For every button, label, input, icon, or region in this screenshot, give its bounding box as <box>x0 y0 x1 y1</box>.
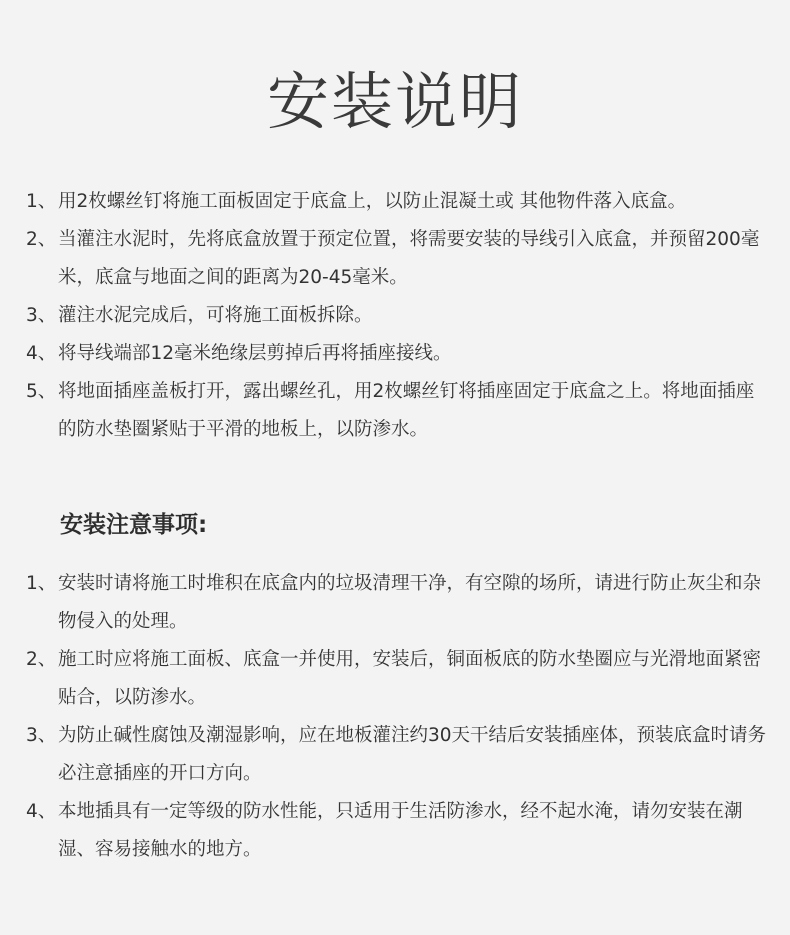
note-text: 为防止碱性腐蚀及潮湿影响，应在地板灌注约30天干结后安装插座体，预装底盒时请务必注意插座的开口方向。 <box>58 725 767 784</box>
step-text: 当灌注水泥时，先将底盒放置于预定位置，将需要安装的导线引入底盒，并预留200毫米，底盒与地面之间的距离为20-45毫米。 <box>58 229 760 288</box>
note-3 <box>26 717 770 793</box>
note-text: 安装时请将施工时堆积在底盒内的垃圾清理干净，有空隙的场所，请进行防止灰尘和杂物侵入的处理。 <box>58 573 762 632</box>
note-text: 施工时应将施工面板、底盒一并使用，安装后，铜面板底的防水垫圈应与光滑地面紧密贴合，以防渗水。 <box>58 649 762 708</box>
step-number: 3、 <box>26 305 57 326</box>
note-2 <box>26 641 770 717</box>
install-step-1 <box>26 183 770 221</box>
step-text: 灌注水泥完成后，可将施工面板拆除。 <box>58 305 373 326</box>
step-number: 5、 <box>26 381 57 402</box>
step-number: 1、 <box>26 191 57 212</box>
note-number: 3、 <box>26 725 57 746</box>
install-step-4 <box>26 335 770 373</box>
notes-list <box>26 565 770 869</box>
note-number: 4、 <box>26 801 57 822</box>
note-number: 1、 <box>26 573 57 594</box>
install-step-5 <box>26 373 770 449</box>
notes-heading: 安装注意事项: <box>60 512 208 538</box>
step-text: 将地面插座盖板打开，露出螺丝孔，用2枚螺丝钉将插座固定于底盒之上。将地面插座的防水垫圈紧贴于平滑的地板上，以防渗水。 <box>58 381 755 440</box>
step-number: 4、 <box>26 343 57 364</box>
step-text: 用2枚螺丝钉将施工面板固定于底盒上，以防止混凝土或 其他物件落入底盒。 <box>58 191 687 212</box>
note-text: 本地插具有一定等级的防水性能，只适用于生活防渗水，经不起水淹，请勿安装在潮湿、容易接触水的地方。 <box>58 801 743 860</box>
note-number: 2、 <box>26 649 57 670</box>
note-1 <box>26 565 770 641</box>
step-number: 2、 <box>26 229 57 250</box>
install-steps-list <box>26 183 770 449</box>
note-4 <box>26 793 770 869</box>
install-step-3 <box>26 297 770 335</box>
page-title: 安装说明 <box>266 65 523 138</box>
install-step-2 <box>26 221 770 297</box>
step-text: 将导线端部12毫米绝缘层剪掉后再将插座接线。 <box>58 343 452 364</box>
